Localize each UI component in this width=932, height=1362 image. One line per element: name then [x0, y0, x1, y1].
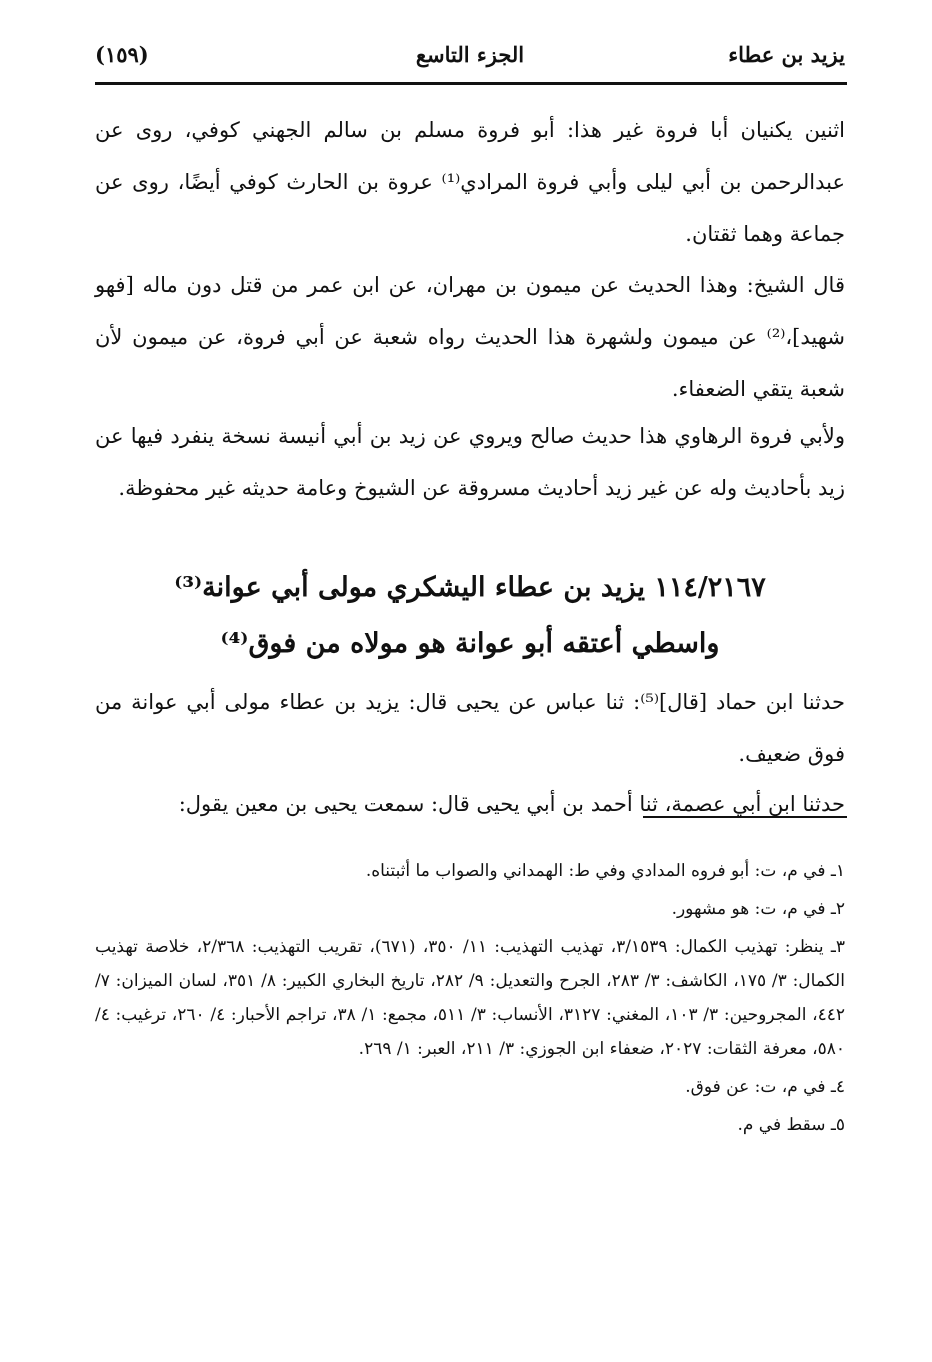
entry-heading-line: ١١٤/٢١٦٧ يزيد بن عطاء اليشكري مولى أبي عوانة⁽³⁾: [174, 572, 766, 603]
body-paragraph: [95, 676, 845, 780]
footnote-separator: [643, 816, 847, 818]
footnote: ٢ـ في م، ت: هو مشهور.: [671, 899, 845, 919]
body-paragraph: [95, 410, 845, 514]
paragraph-text: ولأبي فروة الرهاوي هذا حديث صالح ويروي عن زيد بن أبي أنيسة نسخة ينفرد فيها عن زيد بأحاديث وله عن غير زيد أحاديث مسروقة عن الشيوخ وعامة حديثه غير محفوظة.: [95, 424, 845, 500]
entry-heading: [95, 560, 845, 672]
paragraph-text: اثنين يكنيان أبا فروة غير هذا: أبو فروة مسلم بن سالم الجهني كوفي، روى عن عبدالرحمن بن أبي ليلى وأبي فروة المرادي⁽¹⁾ عروة بن الحارث كوفي أيضًا، روى عن جماعة وهما ثقتان.: [95, 118, 845, 246]
header-rule: [95, 82, 847, 85]
entry-heading-line: واسطي أعتقه أبو عوانة هو مولاه من فوق⁽⁴⁾: [220, 628, 720, 659]
page-number: (١٥٩): [95, 42, 149, 67]
body-paragraph: [95, 259, 845, 415]
paragraph-text: حدثنا ابن أبي عصمة، ثنا أحمد بن أبي يحيى قال: سمعت يحيى بن معين يقول:: [178, 792, 845, 816]
running-title: يزيد بن عطاء: [728, 42, 845, 67]
footnote: ١ـ في م، ت: أبو فروه المدادي وفي ط: الهمداني والصواب ما أثبتناه.: [365, 861, 845, 881]
paragraph-text: حدثنا ابن حماد [قال]⁽⁵⁾: ثنا عباس عن يحيى قال: يزيد بن عطاء مولى أبي عوانة من فوق ضعيف.: [95, 690, 845, 766]
footnote: ٥ـ سقط في م.: [737, 1115, 845, 1135]
body-paragraph: [95, 778, 845, 830]
footnote: ٤ـ في م، ت: عن فوق.: [685, 1077, 845, 1097]
body-paragraph: [95, 104, 845, 260]
footnotes: [95, 854, 845, 1146]
part-title: الجزء التاسع: [415, 42, 525, 67]
paragraph-text: قال الشيخ: وهذا الحديث عن ميمون بن مهران، عن ابن عمر من قتل دون ماله [فهو شهيد]،⁽²⁾ عن ميمون ولشهرة هذا الحديث رواه شعبة عن أبي فروة، عن ميمون لأن شعبة يتقي الضعفاء.: [95, 273, 845, 401]
page-header: [95, 42, 845, 82]
footnote: ٣ـ ينظر: تهذيب الكمال: ٣/١٥٣٩، تهذيب التهذيب: ١١/ ٣٥٠، (٦٧١)، تقريب التهذيب: ٢/٣٦٨، خلاصة تهذيب الكمال: ٣/ ١٧٥، الكاشف: ٣/ ٢٨٣، الجرح والتعديل: ٩/ ٢٨٢، تاريخ البخاري الكبير: ٨/ ٣٥١، لسان الميزان: ٧/ ٤٤٢، المجروحين: ٣/ ١٠٣، المغني: ٣١٢٧، الأنساب: ٣/ ٥١١، مجمع: ١/ ٣٨، تراجم الأحبار: ٤/ ٢٦٠، ترغيب: ٤/ ٥٨٠، معرفة الثقات: ٢٠٢٧، ضعفاء ابن الجوزي: ٣/ ٢١١، العبر: ١/ ٢٦٩.: [95, 937, 846, 1059]
